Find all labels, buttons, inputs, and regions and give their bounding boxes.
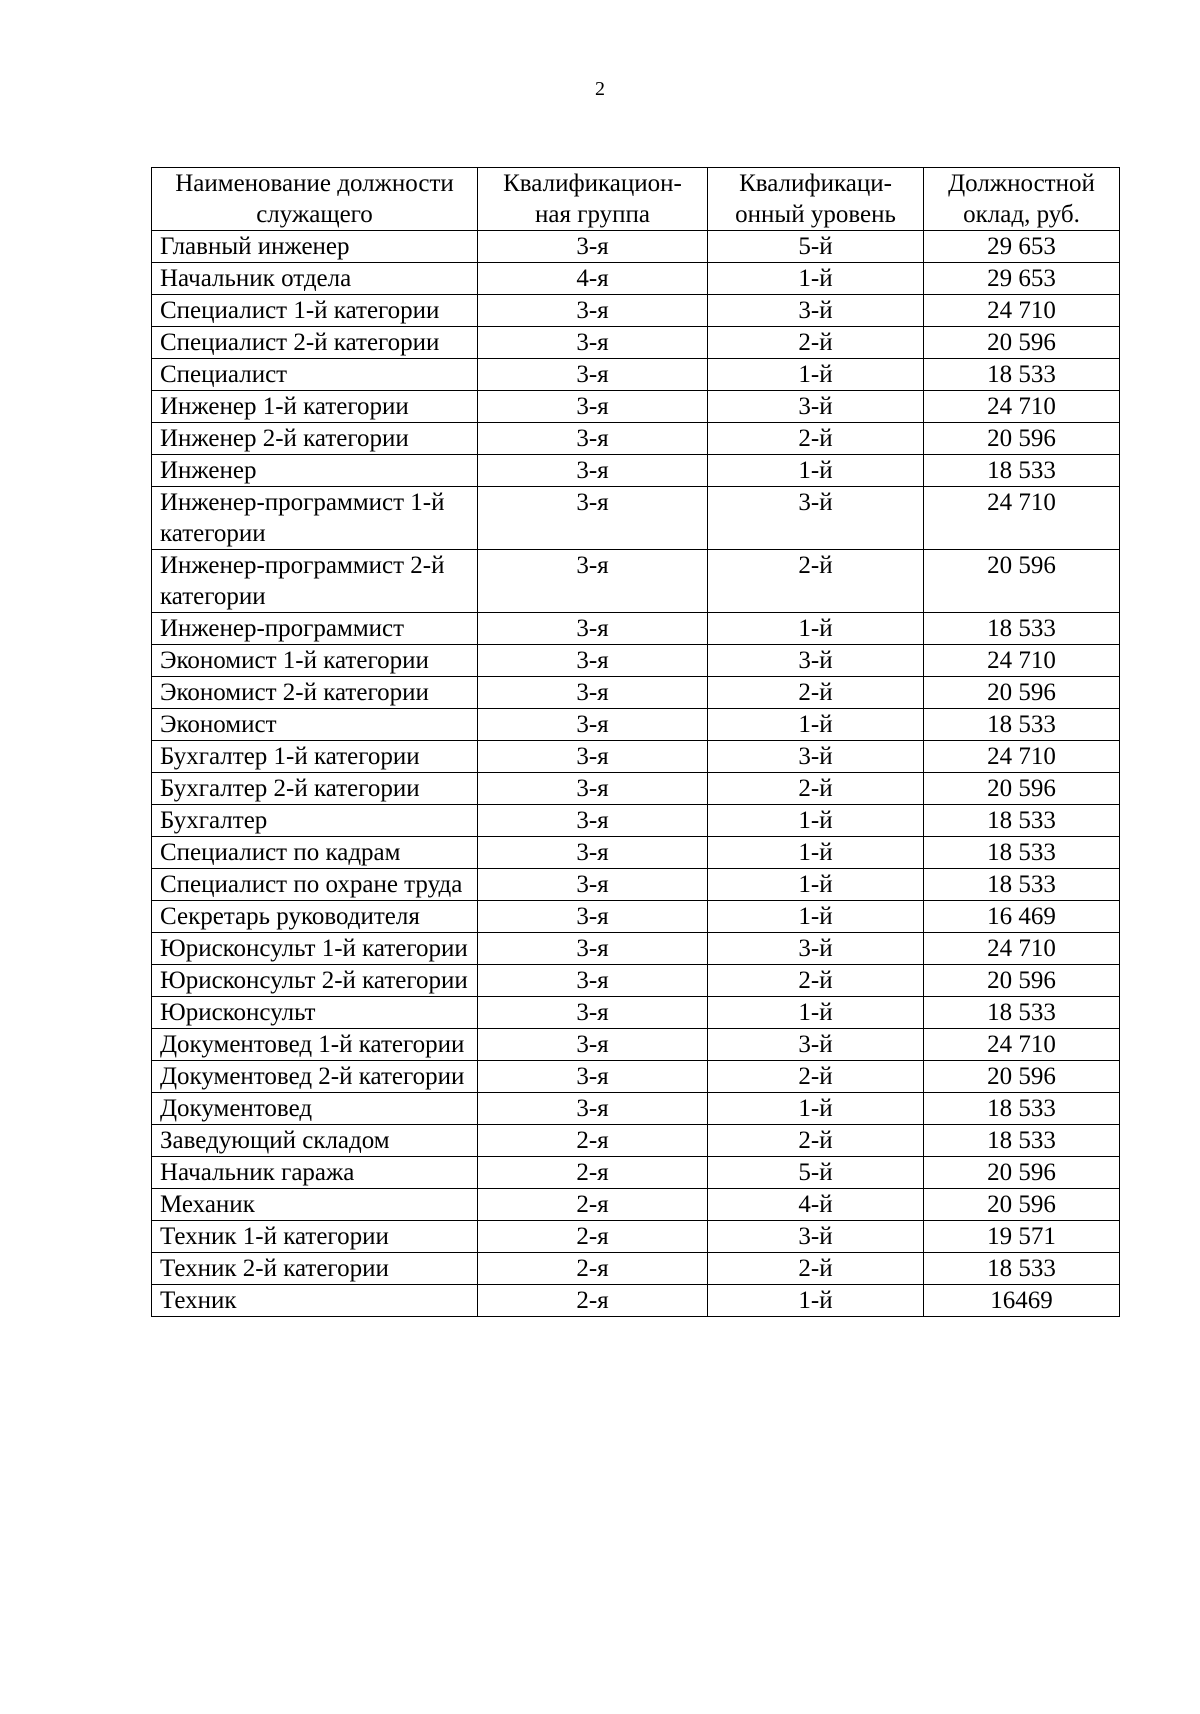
position-name-cell: Главный инженер — [152, 231, 478, 263]
position-name-cell: Инженер-программист — [152, 613, 478, 645]
position-name-cell: Бухгалтер 1-й категории — [152, 741, 478, 773]
qualification-group-cell: 3-я — [478, 645, 708, 677]
qualification-level-cell: 2-й — [708, 423, 924, 455]
position-name-cell: Специалист по охране труда — [152, 869, 478, 901]
position-name-cell: Начальник отдела — [152, 263, 478, 295]
salary-cell: 18 533 — [924, 709, 1120, 741]
qualification-level-cell: 5-й — [708, 231, 924, 263]
table-row — [152, 1253, 1120, 1285]
qualification-level-cell: 2-й — [708, 773, 924, 805]
qualification-level-cell: 5-й — [708, 1157, 924, 1189]
salary-cell: 20 596 — [924, 423, 1120, 455]
salary-cell: 18 533 — [924, 869, 1120, 901]
salary-cell: 19 571 — [924, 1221, 1120, 1253]
position-name-cell: Документовед 1-й категории — [152, 1029, 478, 1061]
table-row — [152, 965, 1120, 997]
qualification-level-cell: 3-й — [708, 741, 924, 773]
qualification-group-cell: 3-я — [478, 423, 708, 455]
salary-cell: 18 533 — [924, 359, 1120, 391]
position-name-cell: Техник 2-й категории — [152, 1253, 478, 1285]
qualification-level-cell: 1-й — [708, 1093, 924, 1125]
table-row — [152, 1189, 1120, 1221]
qualification-group-cell: 3-я — [478, 1061, 708, 1093]
qualification-group-cell: 3-я — [478, 231, 708, 263]
qualification-group-cell: 3-я — [478, 455, 708, 487]
qualification-group-cell: 3-я — [478, 773, 708, 805]
qualification-level-cell: 2-й — [708, 1061, 924, 1093]
qualification-level-cell: 1-й — [708, 837, 924, 869]
table-header — [152, 168, 1120, 231]
table-row — [152, 613, 1120, 645]
position-name-cell: Юрисконсульт 2-й категории — [152, 965, 478, 997]
qualification-group-cell: 3-я — [478, 677, 708, 709]
qualification-group-cell: 3-я — [478, 805, 708, 837]
table-row — [152, 1061, 1120, 1093]
position-name-cell: Юрисконсульт 1-й категории — [152, 933, 478, 965]
table-row — [152, 901, 1120, 933]
position-name-cell: Специалист — [152, 359, 478, 391]
qualification-group-cell: 3-я — [478, 391, 708, 423]
position-name-cell: Экономист — [152, 709, 478, 741]
table-row — [152, 741, 1120, 773]
position-name-cell: Техник — [152, 1285, 478, 1317]
salary-cell: 24 710 — [924, 295, 1120, 327]
qualification-level-cell: 3-й — [708, 933, 924, 965]
header-position-name: Наименование должности служащего — [152, 168, 478, 231]
qualification-level-cell: 2-й — [708, 677, 924, 709]
table-body — [152, 231, 1120, 1317]
position-name-cell: Инженер — [152, 455, 478, 487]
qualification-level-cell: 1-й — [708, 359, 924, 391]
qualification-level-cell: 3-й — [708, 487, 924, 550]
qualification-level-cell: 1-й — [708, 263, 924, 295]
salary-cell: 16 469 — [924, 901, 1120, 933]
position-name-cell: Инженер 1-й категории — [152, 391, 478, 423]
position-name-cell: Документовед 2-й категории — [152, 1061, 478, 1093]
position-name-cell: Инженер 2-й категории — [152, 423, 478, 455]
salary-cell: 24 710 — [924, 487, 1120, 550]
header-row — [152, 168, 1120, 231]
table-row — [152, 837, 1120, 869]
qualification-level-cell: 4-й — [708, 1189, 924, 1221]
salary-cell: 20 596 — [924, 1061, 1120, 1093]
qualification-level-cell: 3-й — [708, 1221, 924, 1253]
salary-cell: 20 596 — [924, 1157, 1120, 1189]
table-row — [152, 1029, 1120, 1061]
qualification-group-cell: 3-я — [478, 901, 708, 933]
qualification-group-cell: 3-я — [478, 933, 708, 965]
qualification-level-cell: 2-й — [708, 1253, 924, 1285]
position-name-cell: Специалист 1-й категории — [152, 295, 478, 327]
qualification-group-cell: 3-я — [478, 1093, 708, 1125]
position-name-cell: Техник 1-й категории — [152, 1221, 478, 1253]
table-row — [152, 455, 1120, 487]
table-row — [152, 1125, 1120, 1157]
salary-cell: 18 533 — [924, 837, 1120, 869]
qualification-group-cell: 2-я — [478, 1189, 708, 1221]
qualification-level-cell: 2-й — [708, 550, 924, 613]
salary-cell: 20 596 — [924, 1189, 1120, 1221]
position-name-cell: Экономист 2-й категории — [152, 677, 478, 709]
position-name-cell: Бухгалтер 2-й категории — [152, 773, 478, 805]
qualification-level-cell: 2-й — [708, 1125, 924, 1157]
qualification-level-cell: 3-й — [708, 391, 924, 423]
qualification-group-cell: 3-я — [478, 1029, 708, 1061]
table-row — [152, 1285, 1120, 1317]
position-name-cell: Заведующий складом — [152, 1125, 478, 1157]
salary-cell: 20 596 — [924, 773, 1120, 805]
position-name-cell: Экономист 1-й категории — [152, 645, 478, 677]
qualification-level-cell: 1-й — [708, 709, 924, 741]
qualification-group-cell: 2-я — [478, 1285, 708, 1317]
salary-cell: 29 653 — [924, 263, 1120, 295]
table-row — [152, 773, 1120, 805]
qualification-level-cell: 1-й — [708, 1285, 924, 1317]
qualification-group-cell: 3-я — [478, 295, 708, 327]
qualification-group-cell: 2-я — [478, 1125, 708, 1157]
table-row — [152, 550, 1120, 613]
table-row — [152, 869, 1120, 901]
qualification-group-cell: 3-я — [478, 487, 708, 550]
salary-cell: 18 533 — [924, 997, 1120, 1029]
page-number: 2 — [595, 78, 605, 100]
table-row — [152, 709, 1120, 741]
salary-cell: 18 533 — [924, 1253, 1120, 1285]
qualification-level-cell: 1-й — [708, 455, 924, 487]
qualification-group-cell: 3-я — [478, 997, 708, 1029]
salary-table — [151, 167, 1120, 1317]
qualification-level-cell: 1-й — [708, 805, 924, 837]
salary-cell: 18 533 — [924, 1093, 1120, 1125]
qualification-level-cell: 1-й — [708, 997, 924, 1029]
qualification-group-cell: 2-я — [478, 1253, 708, 1285]
table-row — [152, 1221, 1120, 1253]
position-name-cell: Юрисконсульт — [152, 997, 478, 1029]
salary-cell: 18 533 — [924, 1125, 1120, 1157]
qualification-group-cell: 3-я — [478, 869, 708, 901]
qualification-level-cell: 3-й — [708, 1029, 924, 1061]
header-qualification-group: Квалификацион-ная группа — [478, 168, 708, 231]
qualification-group-cell: 4-я — [478, 263, 708, 295]
qualification-level-cell: 1-й — [708, 901, 924, 933]
qualification-group-cell: 3-я — [478, 741, 708, 773]
position-name-cell: Специалист 2-й категории — [152, 327, 478, 359]
header-qualification-level: Квалификаци-онный уровень — [708, 168, 924, 231]
table-row — [152, 1157, 1120, 1189]
header-salary: Должностной оклад, руб. — [924, 168, 1120, 231]
table-row — [152, 645, 1120, 677]
salary-cell: 24 710 — [924, 741, 1120, 773]
salary-cell: 18 533 — [924, 613, 1120, 645]
table-row — [152, 933, 1120, 965]
table-row — [152, 423, 1120, 455]
position-name-cell: Механик — [152, 1189, 478, 1221]
position-name-cell: Специалист по кадрам — [152, 837, 478, 869]
position-name-cell: Начальник гаража — [152, 1157, 478, 1189]
position-name-cell: Инженер-программист 1-й категории — [152, 487, 478, 550]
table-row — [152, 487, 1120, 550]
salary-cell: 24 710 — [924, 1029, 1120, 1061]
position-name-cell: Документовед — [152, 1093, 478, 1125]
qualification-level-cell: 3-й — [708, 645, 924, 677]
table-row — [152, 1093, 1120, 1125]
qualification-group-cell: 3-я — [478, 550, 708, 613]
salary-cell: 20 596 — [924, 965, 1120, 997]
qualification-group-cell: 3-я — [478, 709, 708, 741]
table-row — [152, 327, 1120, 359]
qualification-group-cell: 2-я — [478, 1221, 708, 1253]
qualification-level-cell: 2-й — [708, 965, 924, 997]
salary-cell: 20 596 — [924, 327, 1120, 359]
salary-cell: 18 533 — [924, 805, 1120, 837]
qualification-group-cell: 3-я — [478, 837, 708, 869]
salary-cell: 18 533 — [924, 455, 1120, 487]
table-row — [152, 263, 1120, 295]
table-row — [152, 359, 1120, 391]
qualification-level-cell: 1-й — [708, 869, 924, 901]
salary-cell: 16469 — [924, 1285, 1120, 1317]
qualification-level-cell: 3-й — [708, 295, 924, 327]
table-row — [152, 391, 1120, 423]
table-row — [152, 997, 1120, 1029]
table-row — [152, 231, 1120, 263]
qualification-group-cell: 3-я — [478, 965, 708, 997]
salary-cell: 20 596 — [924, 677, 1120, 709]
position-name-cell: Секретарь руководителя — [152, 901, 478, 933]
table-row — [152, 295, 1120, 327]
qualification-group-cell: 3-я — [478, 327, 708, 359]
table-row — [152, 805, 1120, 837]
salary-cell: 24 710 — [924, 933, 1120, 965]
salary-cell: 24 710 — [924, 391, 1120, 423]
qualification-group-cell: 2-я — [478, 1157, 708, 1189]
qualification-level-cell: 2-й — [708, 327, 924, 359]
qualification-group-cell: 3-я — [478, 359, 708, 391]
position-name-cell: Инженер-программист 2-й категории — [152, 550, 478, 613]
qualification-group-cell: 3-я — [478, 613, 708, 645]
qualification-level-cell: 1-й — [708, 613, 924, 645]
salary-cell: 29 653 — [924, 231, 1120, 263]
salary-cell: 24 710 — [924, 645, 1120, 677]
position-name-cell: Бухгалтер — [152, 805, 478, 837]
salary-cell: 20 596 — [924, 550, 1120, 613]
table-row — [152, 677, 1120, 709]
